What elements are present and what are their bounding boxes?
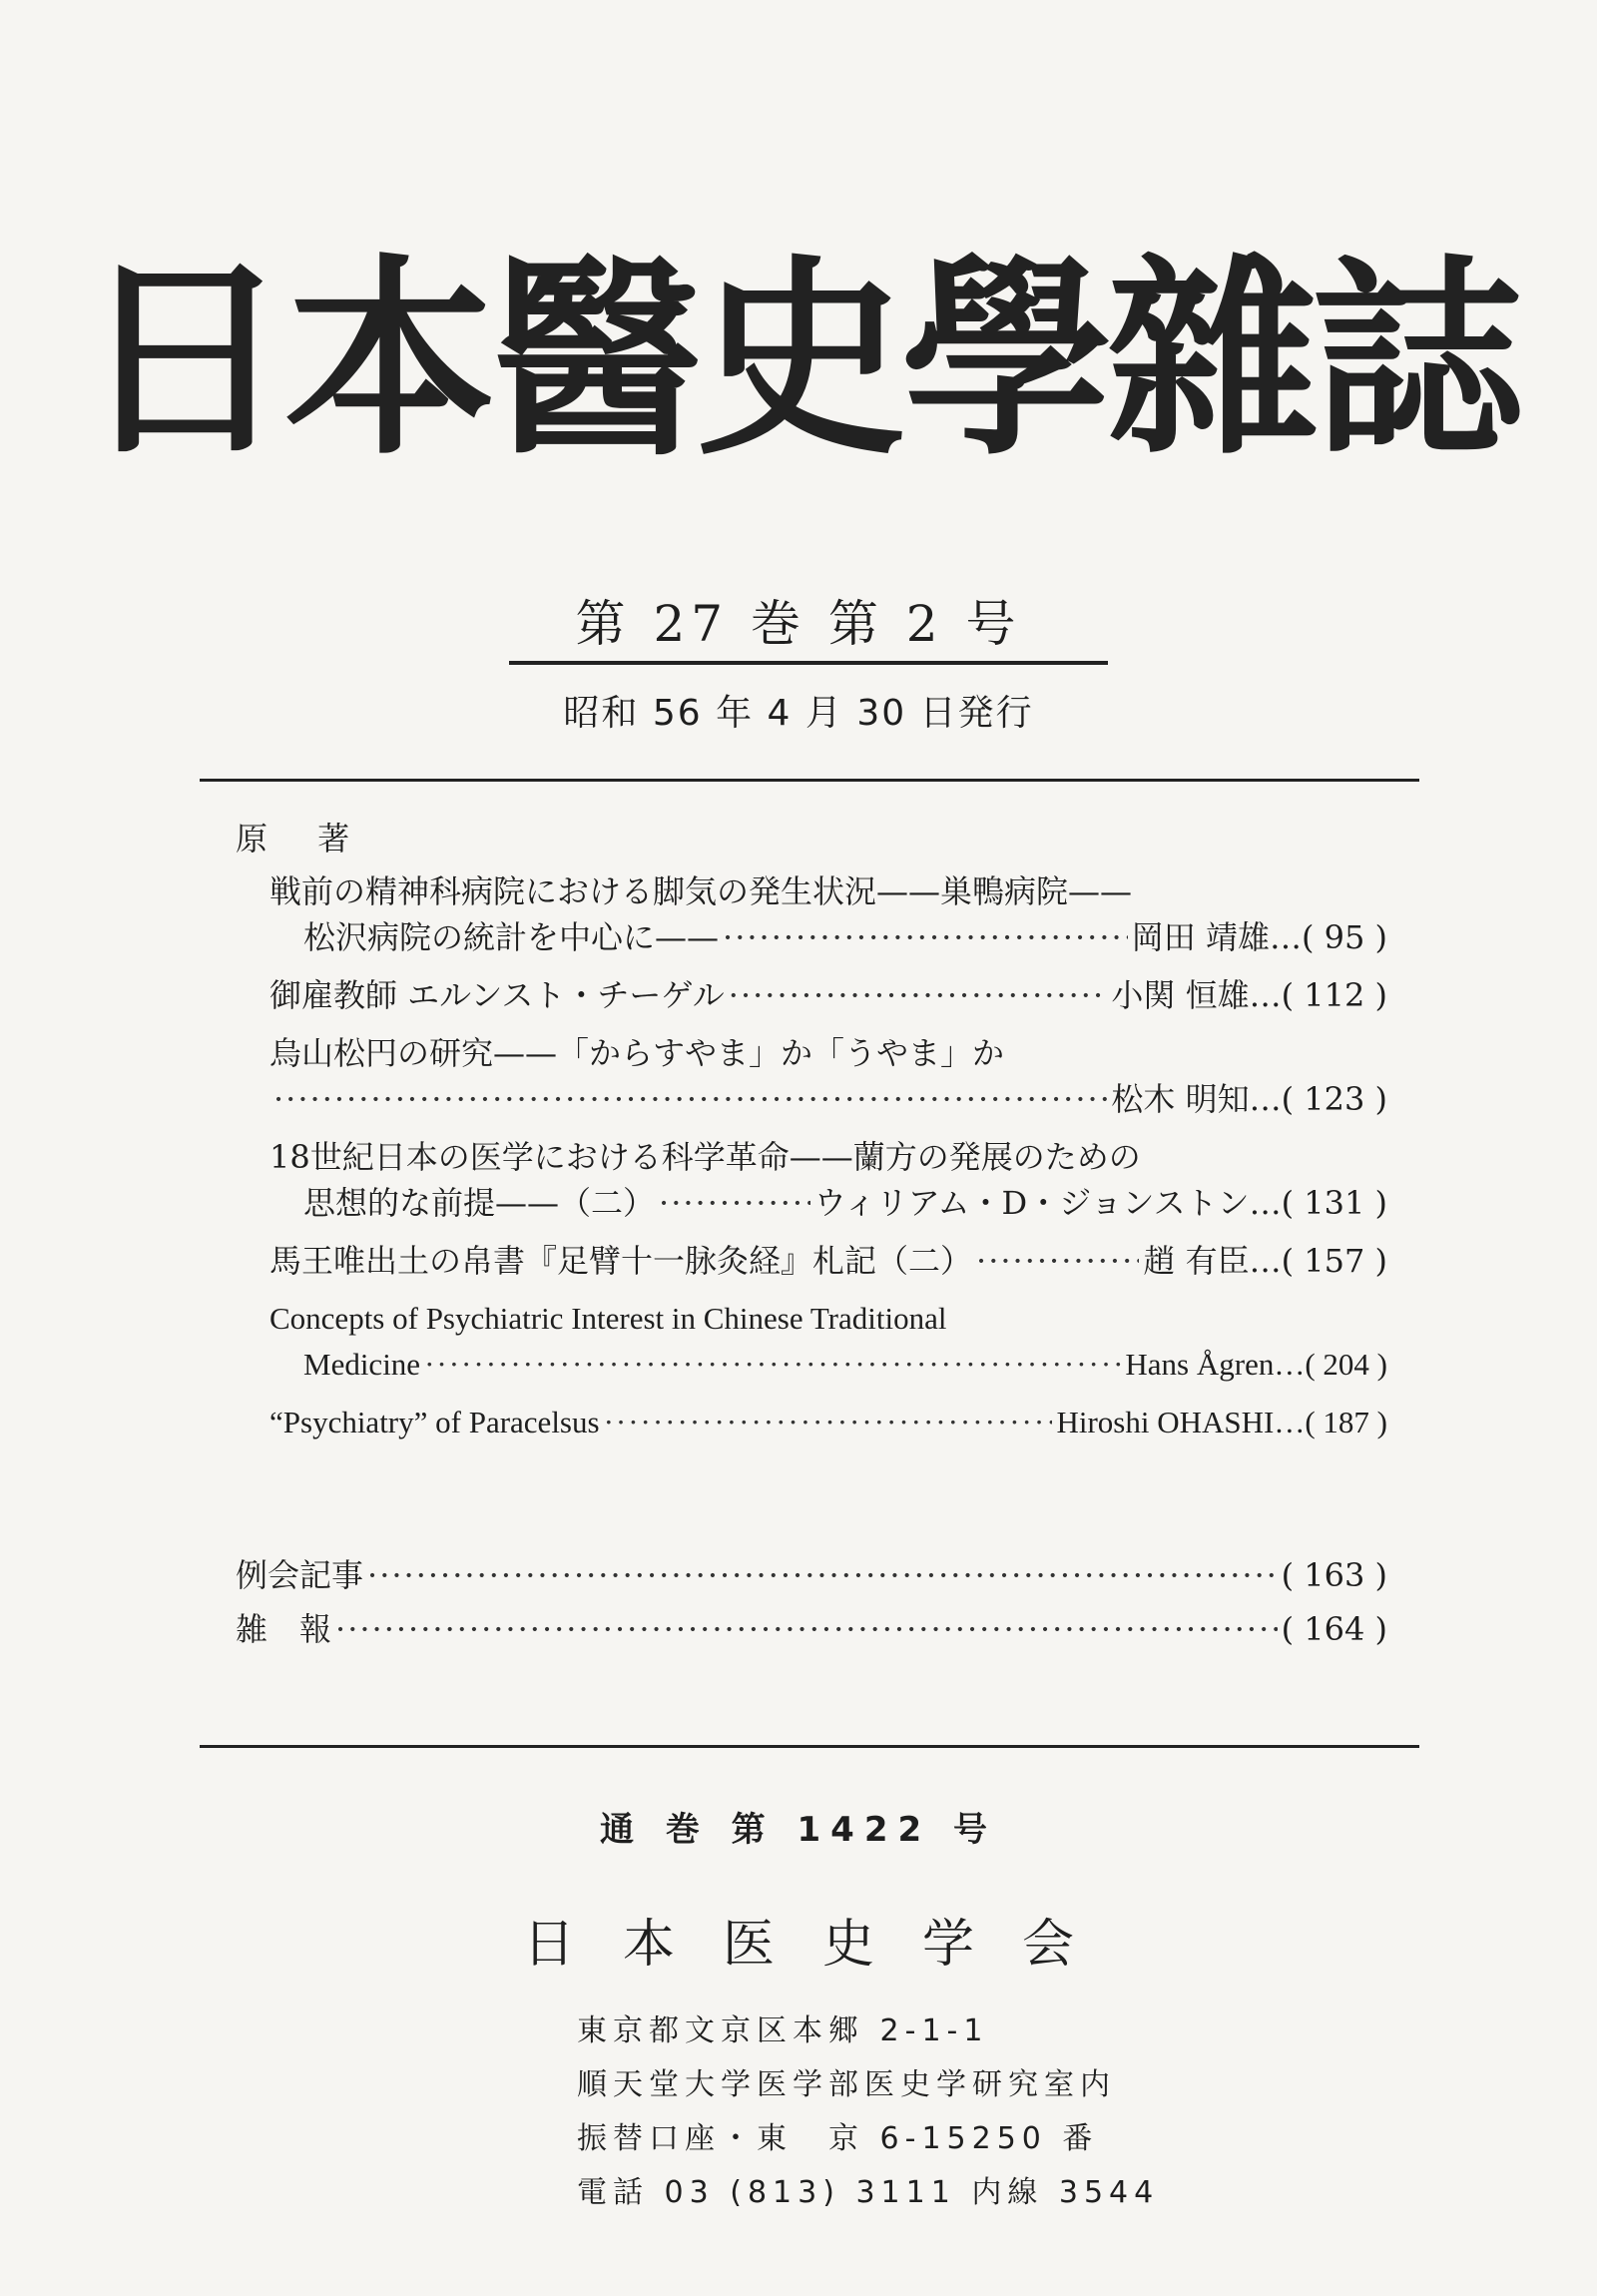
article-title-continued: 思想的な前提——（二） [303, 1184, 656, 1222]
serial-number: 通 巻 第 1422 号 [600, 1810, 997, 1850]
article-page: …( 157 ) [1249, 1242, 1387, 1280]
toc-entry [269, 972, 1387, 1018]
misc-label: 雑 報 [236, 1610, 332, 1648]
article-page: …( 95 ) [1269, 918, 1387, 956]
society-name: 日本医史学会 [522, 1915, 1122, 1975]
article-title: 烏山松円の研究——「からすやま」か「うやま」か [269, 1034, 1005, 1072]
table-of-contents [269, 868, 1387, 1445]
misc-entry [236, 1606, 1387, 1652]
toc-entry [269, 868, 1387, 960]
address-line: 東京都文京区本郷 2-1-1 [577, 2013, 989, 2048]
article-title-continued: Medicine [303, 1347, 421, 1382]
misc-label: 例会記事 [236, 1556, 364, 1594]
dot-leader [367, 1552, 1278, 1598]
misc-page: ( 164 ) [1281, 1610, 1387, 1648]
misc-contents [236, 1552, 1387, 1652]
dot-leader [273, 1076, 1107, 1122]
article-page: …( 123 ) [1249, 1080, 1387, 1118]
article-author: 趙 有臣 [1143, 1242, 1250, 1280]
article-author: 小関 恒雄 [1111, 976, 1250, 1014]
toc-entry [269, 1296, 1387, 1388]
volume-issue: 第 27 巻 第 2 号 [575, 595, 1022, 653]
section-heading: 原 著 [236, 820, 370, 858]
toc-entry [269, 1030, 1387, 1122]
article-title: 18世紀日本の医学における科学革命——蘭方の発展のための [269, 1138, 1141, 1176]
misc-entry [236, 1552, 1387, 1598]
article-author: 松木 明知 [1111, 1080, 1250, 1118]
toc-entry [269, 1134, 1387, 1226]
dot-leader [729, 972, 1108, 1018]
bottom-divider [200, 1745, 1419, 1748]
article-author: Hiroshi OHASHI [1056, 1405, 1275, 1439]
article-page: …( 187 ) [1274, 1405, 1387, 1439]
misc-page: ( 163 ) [1281, 1556, 1387, 1594]
article-title: “Psychiatry” of Paracelsus [269, 1405, 600, 1439]
article-page: …( 204 ) [1274, 1347, 1387, 1382]
dot-leader [723, 914, 1128, 960]
address-line: 振替口座・東 京 6-15250 番 [577, 2121, 1099, 2156]
article-title-continued: 松沢病院の統計を中心に—— [303, 918, 720, 956]
dot-leader [976, 1238, 1139, 1284]
journal-title: 日本醫史學雜誌 [79, 237, 1518, 483]
dot-leader [604, 1400, 1053, 1445]
toc-entry [269, 1400, 1387, 1445]
volume-underline [509, 661, 1108, 665]
publication-date: 昭和 56 年 4 月 30 日発行 [563, 693, 1034, 734]
article-page: …( 131 ) [1249, 1184, 1387, 1222]
article-author: ウィリアム・D・ジョンストン [813, 1184, 1250, 1222]
article-title: 戦前の精神科病院における脚気の発生状況——巣鴨病院—— [269, 872, 1133, 910]
article-title: 馬王唯出土の帛書『足臂十一脉灸経』札記（二） [269, 1242, 973, 1280]
dot-leader [335, 1606, 1278, 1652]
article-author: 岡田 靖雄 [1131, 918, 1270, 956]
top-divider [200, 779, 1419, 782]
dot-leader [659, 1180, 810, 1226]
article-author: Hans Ågren [1125, 1347, 1275, 1382]
address-line: 順天堂大学医学部医史学研究室内 [577, 2067, 1116, 2102]
dot-leader [424, 1342, 1121, 1388]
article-title: 御雇教師 エルンスト・チーゲル [269, 976, 725, 1014]
article-page: …( 112 ) [1249, 976, 1387, 1014]
article-title: Concepts of Psychiatric Interest in Chinese Traditional [269, 1301, 947, 1336]
society-address [577, 2005, 1159, 2220]
address-line: 電話 03 (813) 3111 内線 3544 [577, 2175, 1160, 2210]
toc-entry [269, 1238, 1387, 1284]
